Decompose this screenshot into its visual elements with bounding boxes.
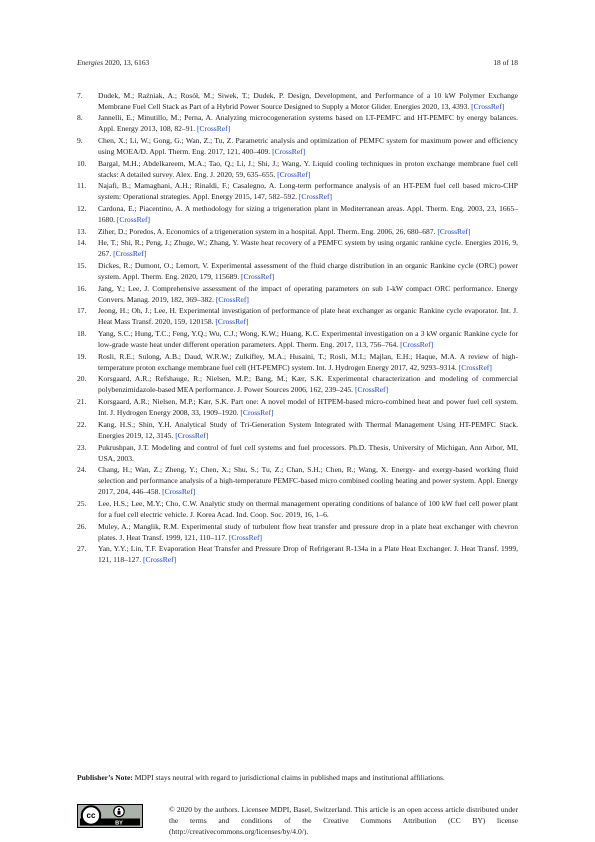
reference-text: Chang, H.; Wan, Z.; Zheng, Y.; Chen, X.; Shu, S.; Tu, Z.; Chan, S.H.; Chen, R.; Wang, X. Energy- and exergy-based working fluid selection and performance analysis of a high-temperature PEMFC-based micro combined cooling heating and power system. Appl. Energy 2017, 204, 446–458. (98, 465, 518, 497)
crossref-link[interactable]: [CrossRef] (240, 272, 275, 281)
reference-number: 26. (77, 521, 87, 531)
reference-number: 24. (77, 465, 87, 475)
crossref-link[interactable]: [CrossRef] (458, 362, 492, 372)
reference-number: 18. (77, 329, 87, 339)
crossref-link[interactable]: [CrossRef] (354, 385, 389, 395)
reference-item (77, 442, 518, 464)
crossref-link[interactable]: [CrossRef] (215, 294, 249, 304)
reference-text: Jeong, H.; Oh, J.; Lee, H. Experimental investigation of performance of plate heat exchanger as organic Rankine cycle evaporator. Int. J. Heat Mass Transf. 2020, 159, 120158. (98, 306, 518, 327)
reference-text: Yan, Y.Y.; Lin, T.F. Evaporation Heat Transfer and Pressure Drop of Refrigerant R-134a in a Plate Heat Exchanger. J. Heat Transf. 1999, 121, 118–127. (98, 544, 518, 565)
reference-number: 13. (77, 226, 87, 236)
crossref-link[interactable]: [CrossRef] (162, 487, 196, 497)
reference-text: Dudek, M.; Raźniak, A.; Rosół, M.; Siwek, T.; Dudek, P. Design, Development, and Performance of a 10 kW Polymer Exchange Membrane Fuel Cell Stack as Part of a Hybrid Power Source Designed to Supply a Motor Glider. Energies 2020, 13, 4393. (98, 90, 518, 111)
reference-text: Rosli, R.E.; Sulong, A.B.; Daud, W.R.W.; Zulkifley, M.A.; Husaini, T.; Rosli, M.I.; Majlan, E.H.; Haque, M.A. A review of high-temperature proton exchange membrane fuel cell (HT-PEMFC) system. Int. J. Hydrogen Energy 2017, 42, 9293–9314. (98, 351, 518, 372)
reference-number: 27. (77, 544, 87, 554)
reference-text: Korsgaard, A.R.; Refshauge, R.; Nielsen, M.P.; Bang, M.; Kær, S.K. Experimental characterization and modeling of commercial polybenzimidazole-based MEA performance. J. Power Sources 2006, 162, 239–245. (98, 374, 518, 395)
crossref-link[interactable]: [CrossRef] (215, 317, 249, 327)
reference-number: 22. (77, 419, 87, 429)
reference-text: Bargal, M.H.; Abdelkareem, M.A.; Tao, Q.; Li, J.; Shi, J.; Wang, Y. Liquid cooling techniques in proton exchange membrane fuel cell stacks: A detailed survey. Alex. Eng. J. 2020, 59, 635–655. (98, 158, 518, 179)
publisher-note-text: MDPI stays neutral with regard to jurisdictional claims in published maps and institutional affiliations. (134, 773, 445, 782)
crossref-link[interactable]: [CrossRef] (116, 214, 150, 224)
reference-text: Kang, H.S.; Shin, Y.H. Analytical Study of Tri-Generation System Integrated with Thermal Management Using HT-PEMFC Stack. Energies 2019, 12, 3145. (98, 419, 518, 440)
reference-number: 16. (77, 283, 87, 293)
reference-item (77, 158, 518, 180)
reference-item (77, 328, 518, 350)
reference-number: 9. (77, 135, 83, 145)
reference-number: 14. (77, 238, 87, 248)
reference-text: He, T.; Shi, R.; Peng, J.; Zhuge, W.; Zhang, Y. Waste heat recovery of a PEMFC system by using organic rankine cycle. Energies 2016, 9, 267. (98, 238, 518, 259)
reference-item (77, 90, 518, 112)
reference-item (77, 203, 518, 225)
reference-text: Chen, X.; Li, W.; Gong, G.; Wan, Z.; Tu, Z. Parametric analysis and optimization of PEMFC system for maximum power and efficiency using MOEA/D. Appl. Therm. Eng. 2017, 121, 400–409. (98, 135, 518, 156)
crossref-link[interactable]: [CrossRef] (437, 226, 471, 236)
reference-text: Cardona, E.; Piacentino, A. A methodology for sizing a trigeneration plant in Mediterranean areas. Appl. Therm. Eng. 2003, 23, 1665–1680. (98, 203, 518, 224)
reference-number: 8. (77, 113, 83, 123)
reference-number: 23. (77, 442, 87, 452)
page-number: 18 of 18 (493, 58, 518, 67)
reference-item (77, 498, 518, 520)
crossref-link[interactable]: [CrossRef] (113, 249, 147, 259)
reference-text: Jang, Y.; Lee, J. Comprehensive assessment of the impact of operating parameters on sub 1-kW compact ORC performance. Energy Convers. Manag. 2019, 182, 369–382. (98, 283, 518, 304)
license-text: © 2020 by the authors. Licensee MDPI, Basel, Switzerland. This article is an open access article distributed under the terms and conditions of the Creative Commons Attribution (CC BY) license (http://creativecommons.org/licenses/by/4.0/). (169, 805, 518, 836)
crossref-link[interactable]: [CrossRef] (143, 555, 177, 565)
reference-text: Jannelli, E.; Minutillo, M.; Perna, A. Analyzing microcogeneration systems based on LT-PEMFC and HT-PEMFC by energy balances. Appl. Energy 2013, 108, 82–91. (98, 113, 518, 134)
reference-item (77, 396, 518, 418)
by-badge-label: BY (115, 820, 123, 827)
reference-item (77, 373, 518, 395)
crossref-link[interactable]: [CrossRef] (400, 340, 434, 350)
reference-number: 12. (77, 203, 87, 213)
reference-item (77, 543, 518, 565)
citation-numbers: 2020, 13, 6163 (104, 58, 150, 67)
publisher-note-label: Publisher’s Note: (77, 773, 133, 782)
reference-number: 25. (77, 498, 87, 508)
reference-text: Dickes, R.; Dumont, O.; Lemort, V. Experimental assessment of the fluid charge distribution in an organic Rankine cycle (ORC) power system. Appl. Therm. Eng. 2020, 179, 115689. (98, 261, 518, 281)
reference-number: 19. (77, 351, 87, 361)
reference-item (77, 226, 518, 237)
crossref-link[interactable]: [CrossRef] (298, 192, 333, 202)
reference-text: Yang, S.C.; Hung, T.C.; Feng, Y.Q.; Wu, C.J.; Wong, K.W.; Huang, K.C. Experimental investigation on a 3 kW organic Rankine cycle for low-grade waste heat under different operation parameters. Appl. Therm. Eng. 2017, 113, 756–764. (98, 329, 518, 350)
reference-number: 15. (77, 261, 87, 270)
reference-item (77, 260, 518, 282)
crossref-link[interactable]: [CrossRef] (277, 169, 311, 179)
cc-by-license-icon[interactable] (77, 804, 143, 828)
crossref-link[interactable]: [CrossRef] (197, 124, 231, 134)
reference-text: Korsgaard, A.R.; Nielsen, M.P.; Kær, S.K. Part one: A novel model of HTPEM-based micro-combined heat and power fuel cell system. Int. J. Hydrogen Energy 2008, 33, 1909–1920. (98, 397, 518, 418)
crossref-link[interactable]: [CrossRef] (272, 146, 306, 156)
reference-text: Ziher, D.; Poredos, A. Economics of a trigeneration system in a hospital. Appl. Therm. Eng. 2006, 26, 680–687. (98, 226, 436, 236)
reference-number: 20. (77, 374, 87, 384)
reference-item (77, 237, 518, 259)
reference-number: 10. (77, 158, 87, 168)
reference-number: 11. (77, 181, 87, 191)
reference-text: Lee, H.S.; Lee, M.Y.; Cho, C.W. Analytic study on thermal management operating conditions of balance of 100 kW fuel cell power plant for a fuel cell electric vehicle. J. Korea Acad. Ind. Coop. Soc. 2019, 16, 1–6. (98, 498, 518, 519)
crossref-link[interactable]: [CrossRef] (175, 430, 209, 440)
publisher-note (77, 772, 518, 783)
reference-number: 17. (77, 306, 87, 316)
journal-citation (77, 58, 149, 67)
reference-item (77, 464, 518, 497)
reference-item (77, 180, 518, 202)
journal-name: Energies (77, 58, 103, 67)
crossref-link[interactable]: [CrossRef] (240, 408, 274, 418)
crossref-link[interactable]: [CrossRef] (471, 101, 505, 111)
reference-item (77, 112, 518, 134)
page-header (77, 58, 518, 70)
reference-text: Pukrushpan, J.T. Modeling and control of fuel cell systems and fuel processors. Ph.D. Thesis, University of Michigan, Ann Arbor, MI, USA, 2003. (98, 442, 518, 463)
reference-item (77, 283, 518, 305)
reference-item (77, 305, 518, 327)
reference-item (77, 135, 518, 157)
reference-item (77, 351, 518, 373)
reference-list (77, 90, 518, 566)
cc-badge-label: cc (86, 811, 96, 821)
reference-item (77, 521, 518, 543)
crossref-link[interactable]: [CrossRef] (228, 532, 263, 542)
reference-number: 7. (77, 90, 83, 100)
reference-number: 21. (77, 397, 87, 407)
reference-item (77, 419, 518, 441)
reference-text: Muley, A.; Manglik, R.M. Experimental study of turbulent flow heat transfer and pressure drop in a plate heat exchanger with chevron plates. J. Heat Transf. 1999, 121, 110–117. (98, 521, 518, 542)
reference-text: Najafi, B.; Mamaghani, A.H.; Rinaldi, F.; Casalegno, A. Long-term performance analysis of an HT-PEM fuel cell based micro-CHP system: Operational strategies. Appl. Energy 2015, 147, 582–592. (98, 181, 518, 202)
